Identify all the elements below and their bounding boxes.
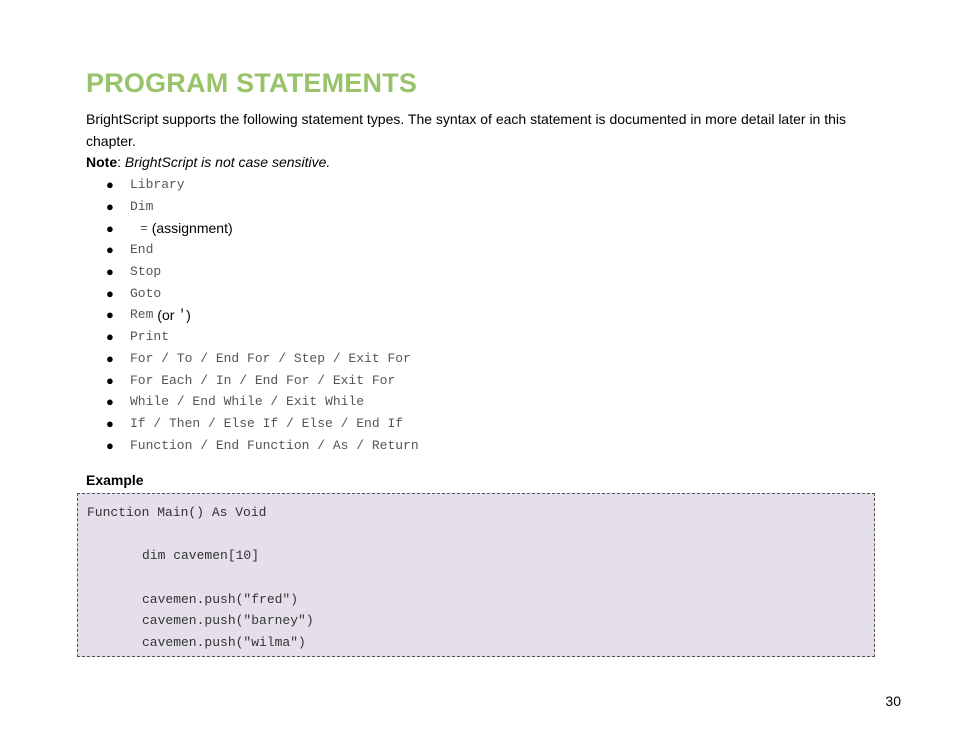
list-item xyxy=(106,326,419,348)
bullet-icon: ● xyxy=(106,350,114,366)
note-label: Note xyxy=(86,154,118,170)
list-item xyxy=(106,413,419,435)
list-item xyxy=(106,391,419,413)
page-title: PROGRAM STATEMENTS xyxy=(86,68,418,98)
statement-code: End xyxy=(130,242,154,258)
code-line: dim cavemen[10] xyxy=(142,548,260,563)
bullet-icon: ● xyxy=(106,199,114,215)
bullet-icon: ● xyxy=(106,177,114,193)
code-line: cavemen.push("fred") xyxy=(142,592,299,607)
statement-code: Dim xyxy=(130,199,154,215)
list-item xyxy=(106,369,419,391)
statement-code: For / To / End For / Step / Exit For xyxy=(130,350,411,366)
statement-code: For Each / In / End For / Exit For xyxy=(130,372,396,388)
list-item xyxy=(106,282,419,304)
code-line: Function Main() As Void xyxy=(87,505,267,520)
bullet-icon: ● xyxy=(106,415,114,431)
list-item xyxy=(106,304,419,326)
page-number: 30 xyxy=(885,693,901,709)
statement-suffix-code: ' xyxy=(178,307,187,323)
list-item xyxy=(106,217,419,239)
note-text: BrightScript is not case sensitive. xyxy=(124,154,331,170)
list-item xyxy=(106,196,419,218)
note-separator: : xyxy=(117,154,125,170)
bullet-icon: ● xyxy=(106,437,114,453)
code-line: cavemen.push("wilma") xyxy=(142,635,306,650)
bullet-icon: ● xyxy=(106,394,114,410)
statement-code: Stop xyxy=(130,264,162,280)
bullet-icon: ● xyxy=(106,307,114,323)
example-heading: Example xyxy=(86,472,144,488)
statement-suffix-close: ) xyxy=(186,306,191,323)
list-item xyxy=(106,348,419,370)
statement-code: Function / End Function / As / Return xyxy=(130,437,419,453)
code-example-box xyxy=(77,493,875,657)
statement-code: Rem xyxy=(130,307,154,323)
bullet-icon: ● xyxy=(106,264,114,280)
intro-paragraph: BrightScript supports the following statement types. The syntax of each statement is documented in more detail later in this chapter. xyxy=(86,111,847,149)
statement-code: Library xyxy=(130,177,185,193)
list-item xyxy=(106,261,419,283)
statement-code: = xyxy=(140,220,148,236)
bullet-icon: ● xyxy=(106,285,114,301)
bullet-icon: ● xyxy=(106,329,114,345)
statement-code: While / End While / Exit While xyxy=(130,394,365,410)
bullet-icon: ● xyxy=(106,220,114,236)
statement-suffix: (assignment) xyxy=(147,220,233,237)
code-line: cavemen.push("barney") xyxy=(142,613,314,628)
statement-list xyxy=(106,174,419,456)
list-item xyxy=(106,239,419,261)
statement-code: If / Then / Else If / Else / End If xyxy=(130,415,404,431)
statement-suffix: (or xyxy=(153,306,179,323)
list-item xyxy=(106,434,419,456)
note xyxy=(86,152,330,172)
list-item xyxy=(106,174,419,196)
statement-code: Goto xyxy=(130,285,162,301)
bullet-icon: ● xyxy=(106,372,114,388)
statement-code: Print xyxy=(130,329,170,345)
bullet-icon: ● xyxy=(106,242,114,258)
